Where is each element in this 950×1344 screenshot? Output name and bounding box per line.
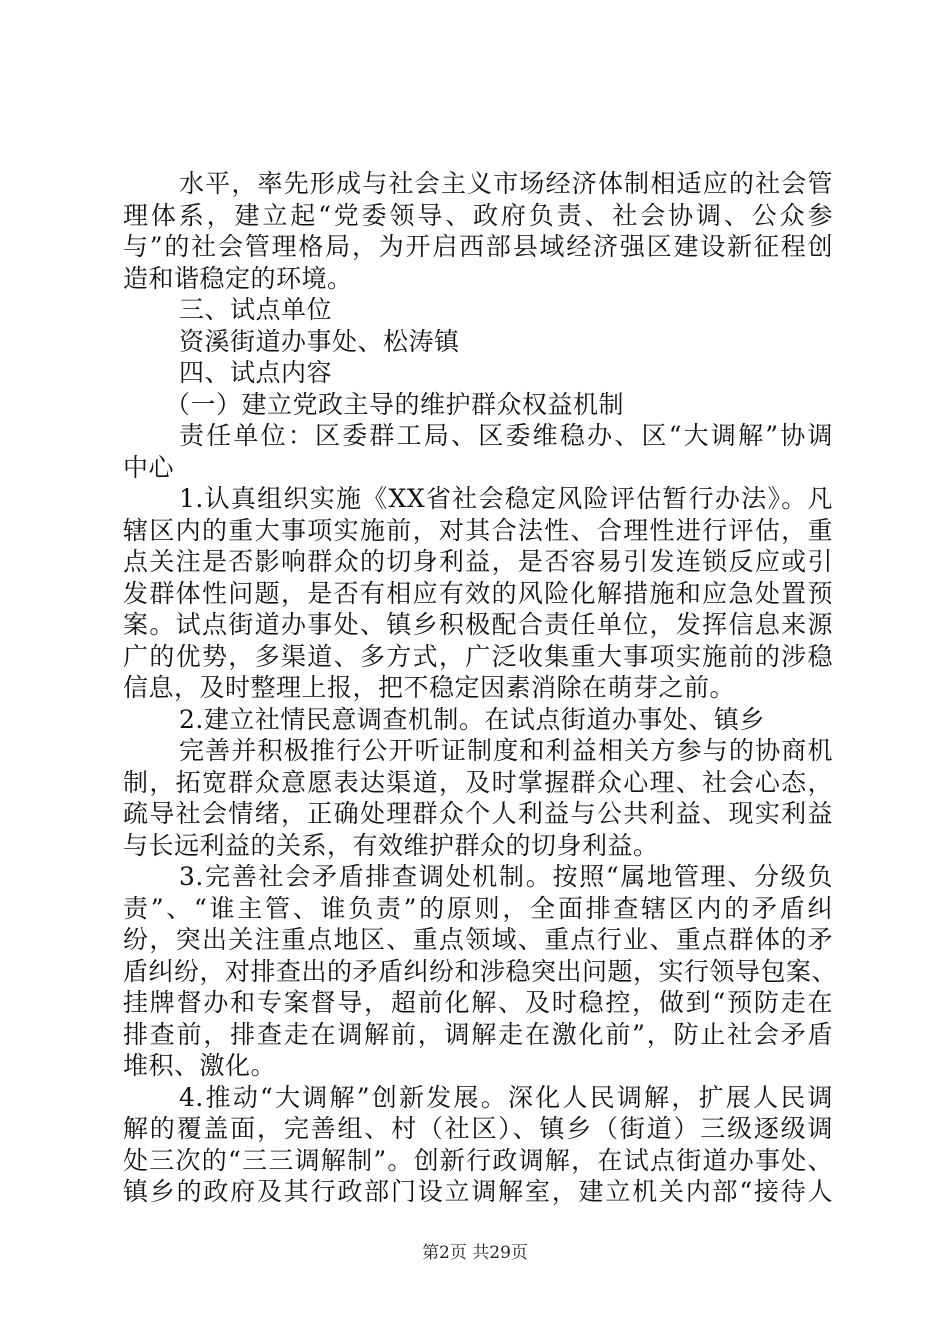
text-line: 三、试点单位 [179, 295, 333, 324]
document-body [123, 168, 838, 1208]
text-line: 广的优势，多渠道、多方式，广泛收集重大事项实施前的涉稳 [123, 641, 833, 671]
text-line: 责任单位：区委群工局、区委维稳办、区“大调解”协调 [179, 421, 833, 450]
text-line: 与”的社会管理格局，为开启西部县域经济强区建设新征程创 [123, 232, 833, 261]
text-line: 辖区内的重大事项实施前，对其合法性、合理性进行评估，重 [123, 515, 833, 545]
text-line: 中心 [123, 452, 175, 482]
text-line: 信息，及时整理上报，把不稳定因素消除在萌芽之前。 [123, 673, 736, 702]
text-line: 制，拓宽群众意愿表达渠道，及时掌握群众心理、社会心态， [123, 767, 833, 797]
text-line: 与长远利益的关系，有效维护群众的切身利益。 [123, 830, 659, 860]
text-line: 堆积、激化。 [123, 1051, 277, 1080]
text-line: 理体系，建立起“党委领导、政府负责、社会协调、公众参 [123, 200, 833, 230]
text-line: 解的覆盖面，完善组、村（社区）、镇乡（街道）三级逐级调 [123, 1114, 833, 1143]
text-line: 处三次的“三三调解制”。创新行政调解，在试点街道办事处、 [123, 1145, 833, 1175]
text-line: 4.推动“大调解”创新发展。深化人民调解，扩展人民调 [179, 1082, 833, 1112]
text-line: 水平，率先形成与社会主义市场经济体制相适应的社会管 [179, 169, 833, 198]
text-line: 挂牌督办和专案督导，超前化解、及时稳控，做到“预防走在 [123, 988, 833, 1017]
text-line: 完善并积极推行公开听证制度和利益相关方参与的协商机 [179, 736, 833, 765]
text-line: 排查前，排查走在调解前，调解走在激化前”，防止社会矛盾 [123, 1019, 833, 1049]
text-line: 点关注是否影响群众的切身利益，是否容易引发连锁反应或引 [123, 547, 833, 576]
text-line: （一）建立党政主导的维护群众权益机制 [165, 389, 625, 419]
text-line: 四、试点内容 [179, 358, 333, 387]
text-line: 3.完善社会矛盾排查调处机制。按照“属地管理、分级负 [179, 862, 833, 891]
text-line: 镇乡的政府及其行政部门设立调解室，建立机关内部“接待人 [123, 1177, 833, 1206]
text-line: 1.认真组织实施《XX省社会稳定风险评估暂行办法》。凡 [179, 484, 833, 513]
text-line: 2.建立社情民意调查机制。在试点街道办事处、镇乡 [179, 704, 765, 734]
text-line: 资溪街道办事处、松涛镇 [179, 326, 460, 356]
page-footer: 第2页 共29页 [422, 1243, 528, 1263]
text-line: 案。试点街道办事处、镇乡积极配合责任单位，发挥信息来源 [123, 610, 833, 639]
text-line: 疏导社会情绪，正确处理群众个人利益与公共利益、现实利益 [123, 799, 833, 828]
text-line: 发群体性问题，是否有相应有效的风险化解措施和应急处置预 [123, 578, 833, 608]
text-line: 盾纠纷，对排查出的矛盾纠纷和涉稳突出问题，实行领导包案、 [123, 956, 838, 986]
text-line: 责”、“谁主管、谁负责”的原则，全面排查辖区内的矛盾纠 [123, 893, 833, 923]
text-line: 纷，突出关注重点地区、重点领域、重点行业、重点群体的矛 [123, 925, 833, 954]
text-line: 造和谐稳定的环境。 [123, 263, 353, 293]
